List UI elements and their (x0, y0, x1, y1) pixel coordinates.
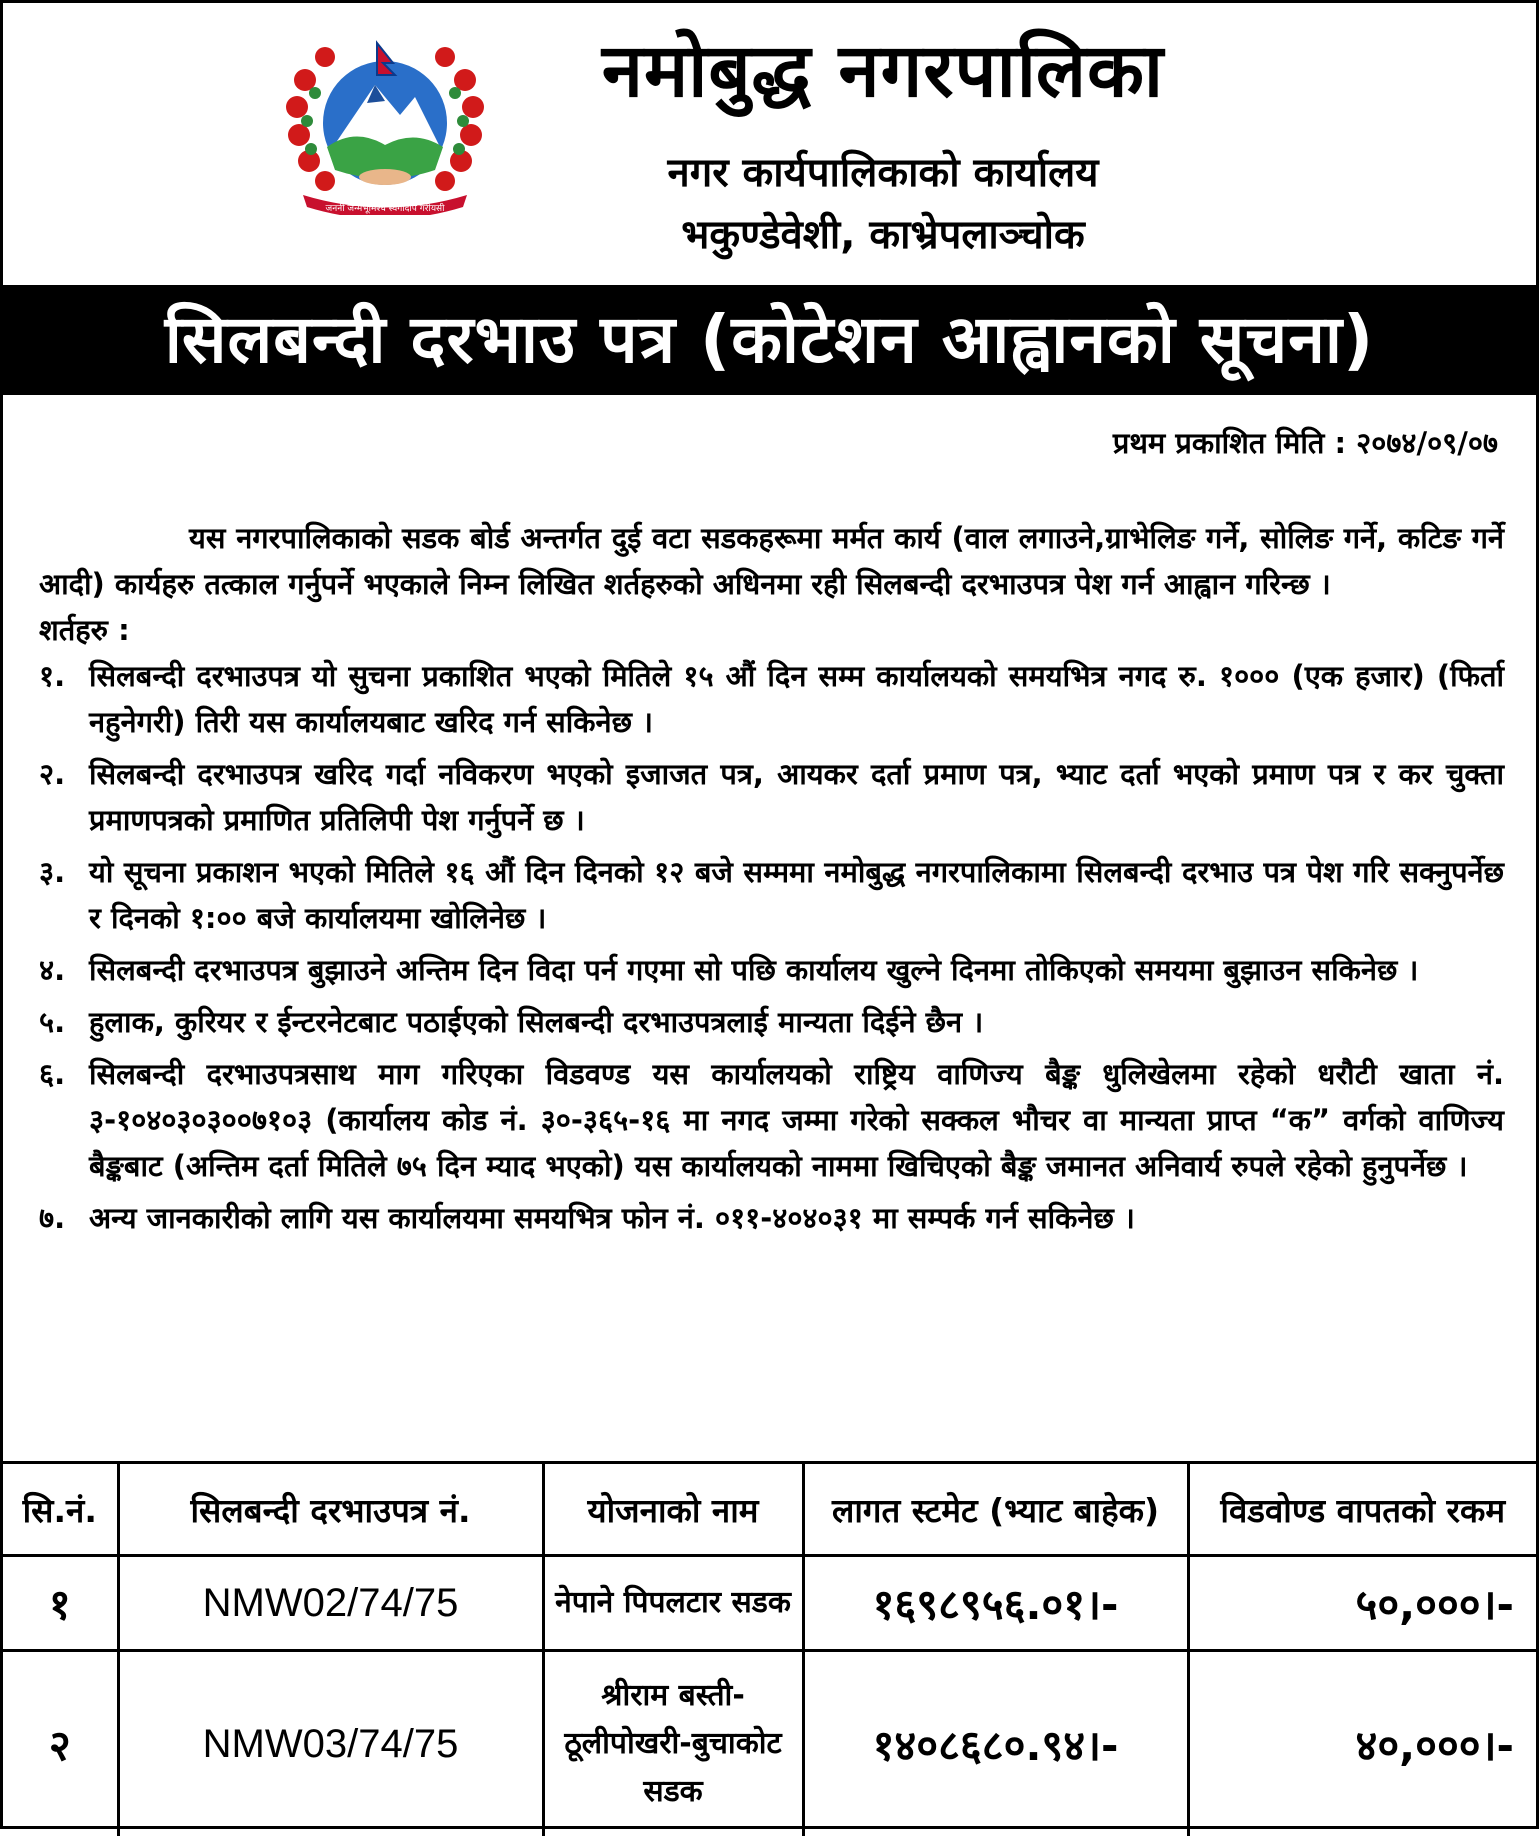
nepal-emblem-icon (275, 35, 495, 215)
cell-estimate: १६९८९५६.०१।- (803, 1556, 1188, 1651)
col-header-tender-no: सिलबन्दी दरभाउपत्र नं. (118, 1463, 543, 1556)
condition-number: ५. (39, 999, 89, 1045)
condition-number: ७. (39, 1195, 89, 1241)
condition-number: २. (39, 751, 89, 843)
condition-item (39, 947, 1504, 993)
condition-text: सिलबन्दी दरभाउपत्रसाथ माग गरिएका विडवण्ड यस कार्यालयको राष्ट्रिय वाणिज्य बैङ्क धुलिखेलमा रहेको धरौटी खाता नं. ३-१०४०३०३००७१०३ (कार्यालय कोड नं. ३०-३६५-१६ मा नगद जम्मा गरेको सक्कल भौचर वा मान्यता प्राप्त “क” वर्गको वाणिज्य बैङ्कबाट (अन्तिम दर्ता मितिले ७५ दिन म्याद भएको) यस कार्यालयको नाममा खिचिएको बैङ्क जमानत अनिवार्य रुपले रहेको हुनुपर्नेछ । (89, 1051, 1504, 1189)
condition-item (39, 751, 1504, 843)
office-address: भकुण्डेवेशी, काभ्रेपलाञ्चोक (503, 213, 1263, 257)
condition-text: सिलबन्दी दरभाउपत्र खरिद गर्दा नविकरण भएको इजाजत पत्र, आयकर दर्ता प्रमाण पत्र, भ्याट दर्ता भएको प्रमाण पत्र र कर चुक्ता प्रमाणपत्रको प्रमाणित प्रतिलिपी पेश गर्नुपर्ने छ । (89, 751, 1504, 843)
cell-sn: २ (3, 1651, 118, 1836)
cell-tender-no: NMW03/74/75 (118, 1651, 543, 1836)
condition-number: ३. (39, 849, 89, 941)
cell-tender-no: NMW02/74/75 (118, 1556, 543, 1651)
condition-item (39, 849, 1504, 941)
table-row (3, 1556, 1536, 1651)
col-header-project-name: योजनाको नाम (543, 1463, 803, 1556)
condition-item (39, 653, 1504, 745)
conditions-heading: शर्तहरु : (39, 607, 1504, 653)
col-header-sn: सि.नं. (3, 1463, 118, 1556)
condition-number: ६. (39, 1051, 89, 1189)
cell-project-name: श्रीराम बस्ती-ठूलीपोखरी-बुचाकोट सडक (543, 1651, 803, 1836)
table-header-row (3, 1463, 1536, 1556)
cell-estimate: १४०८६८०.९४।- (803, 1651, 1188, 1836)
notice-banner: सिलबन्दी दरभाउ पत्र (कोटेशन आह्वानको सूचना) (3, 285, 1536, 395)
tender-table (3, 1461, 1536, 1836)
condition-text: सिलबन्दी दरभाउपत्र बुझाउने अन्तिम दिन विदा पर्न गएमा सो पछि कार्यालय खुल्ने दिनमा तोकिएको समयमा बुझाउन सकिनेछ । (89, 947, 1504, 993)
condition-item (39, 1051, 1504, 1189)
condition-item (39, 1195, 1504, 1241)
condition-item (39, 999, 1504, 1045)
condition-number: १. (39, 653, 89, 745)
intro-paragraph: यस नगरपालिकाको सडक बोर्ड अन्तर्गत दुई वटा सडकहरूमा मर्मत कार्य (वाल लगाउने,ग्राभेलिङ गर्ने, सोलिङ गर्ने, कटिङ गर्ने आदी) कार्यहरु तत्काल गर्नुपर्ने भएकाले निम्न लिखित शर्तहरुको अधिनमा रही सिलबन्दी दरभाउपत्र पेश गर्न आह्वान गरिन्छ । (39, 515, 1504, 607)
col-header-bid-bond: विडवोण्ड वापतको रकम (1188, 1463, 1536, 1556)
cell-project-name: नेपाने पिपलटार सडक (543, 1556, 803, 1651)
cell-bid-bond: ५०,०००।- (1188, 1556, 1536, 1651)
condition-text: सिलबन्दी दरभाउपत्र यो सुचना प्रकाशित भएको मितिले १५ औं दिन सम्म कार्यालयको समयभित्र नगद रु. १००० (एक हजार) (फिर्ता नहुनेगरी) तिरी यस कार्यालयबाट खरिद गर्न सकिनेछ । (89, 653, 1504, 745)
notice-body (39, 515, 1504, 1247)
condition-text: हुलाक, कुरियर र ईन्टरनेटबाट पठाईएको सिलबन्दी दरभाउपत्रलाई मान्यता दिईने छैन । (89, 999, 1504, 1045)
office-name: नगर कार्यपालिकाको कार्यालय (503, 151, 1263, 195)
cell-sn: १ (3, 1556, 118, 1651)
municipality-title: नमोबुद्ध नगरपालिका (503, 31, 1263, 112)
condition-text: यो सूचना प्रकाशन भएको मितिले १६ औं दिन दिनको १२ बजे सम्ममा नमोबुद्ध नगरपालिकामा सिलबन्दी दरभाउ पत्र पेश गरि सक्नुपर्नेछ र दिनको १:०० बजे कार्यालयमा खोलिनेछ । (89, 849, 1504, 941)
publication-date: प्रथम प्रकाशित मिति : २०७४/०९/०७ (1113, 423, 1498, 462)
col-header-estimate: लागत स्टमेट (भ्याट बाहेक) (803, 1463, 1188, 1556)
condition-text: अन्य जानकारीको लागि यस कार्यालयमा समयभित्र फोन नं. ०११-४०४०३१ मा सम्पर्क गर्न सकिनेछ । (89, 1195, 1504, 1241)
cell-bid-bond: ४०,०००।- (1188, 1651, 1536, 1836)
condition-number: ४. (39, 947, 89, 993)
table-row (3, 1651, 1536, 1836)
svg-text:जननी जन्मभूमिश्च स्वर्गादपि गर: जननी जन्मभूमिश्च स्वर्गादपि गरीयसी (326, 202, 446, 214)
